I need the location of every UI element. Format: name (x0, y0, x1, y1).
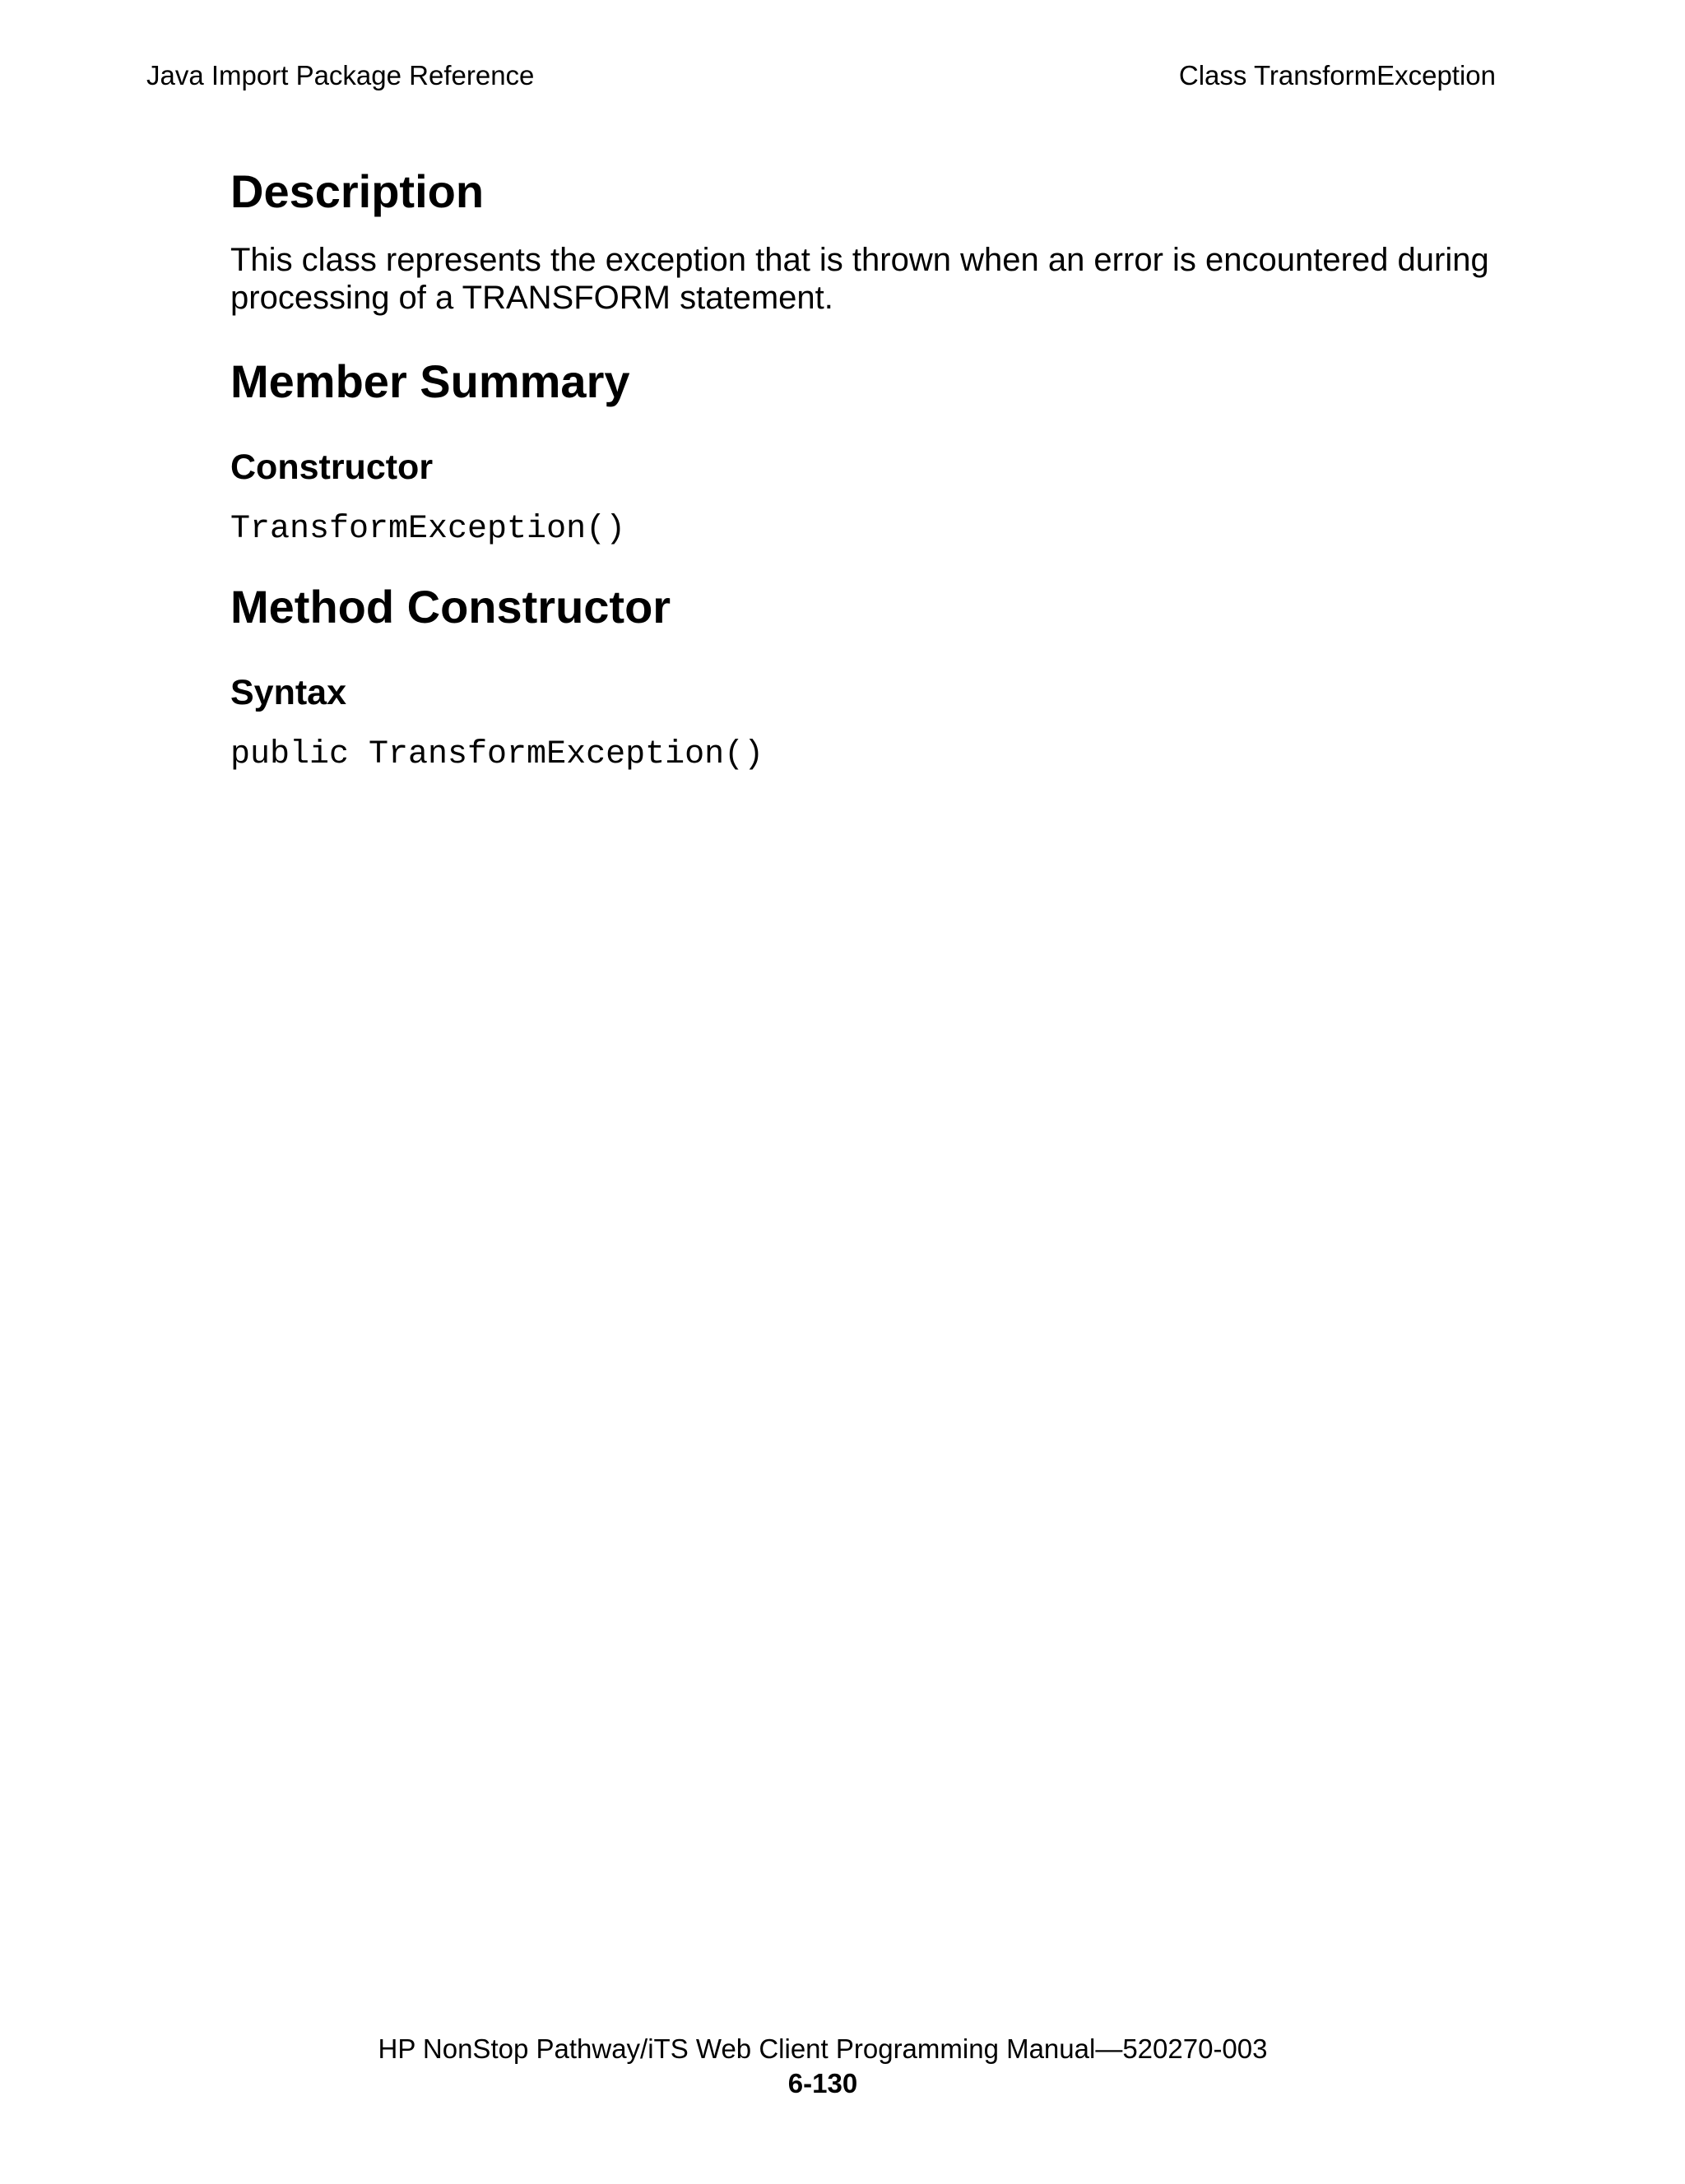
page-number: 6-130 (787, 2068, 858, 2098)
running-header (146, 58, 1496, 94)
page-footer (0, 2032, 1646, 2101)
description-heading: Description (230, 165, 485, 217)
constructor-heading: Constructor (230, 447, 434, 487)
member-summary-heading: Member Summary (230, 355, 630, 407)
syntax-code: public TransformException() (230, 736, 764, 773)
constructor-code: TransformException() (230, 511, 626, 548)
footer-manual-title: HP NonStop Pathway/iTS Web Client Programming Manual—520270-003 (378, 2033, 1268, 2064)
description-text: This class represents the exception that is thrown when an error is encountered during processing of a TRANSFORM statement. (230, 242, 1489, 316)
header-document-title: Java Import Package Reference (146, 60, 535, 90)
method-constructor-heading: Method Constructor (230, 581, 671, 633)
syntax-heading: Syntax (230, 673, 347, 712)
header-class-name: Class TransformException (1178, 60, 1496, 90)
